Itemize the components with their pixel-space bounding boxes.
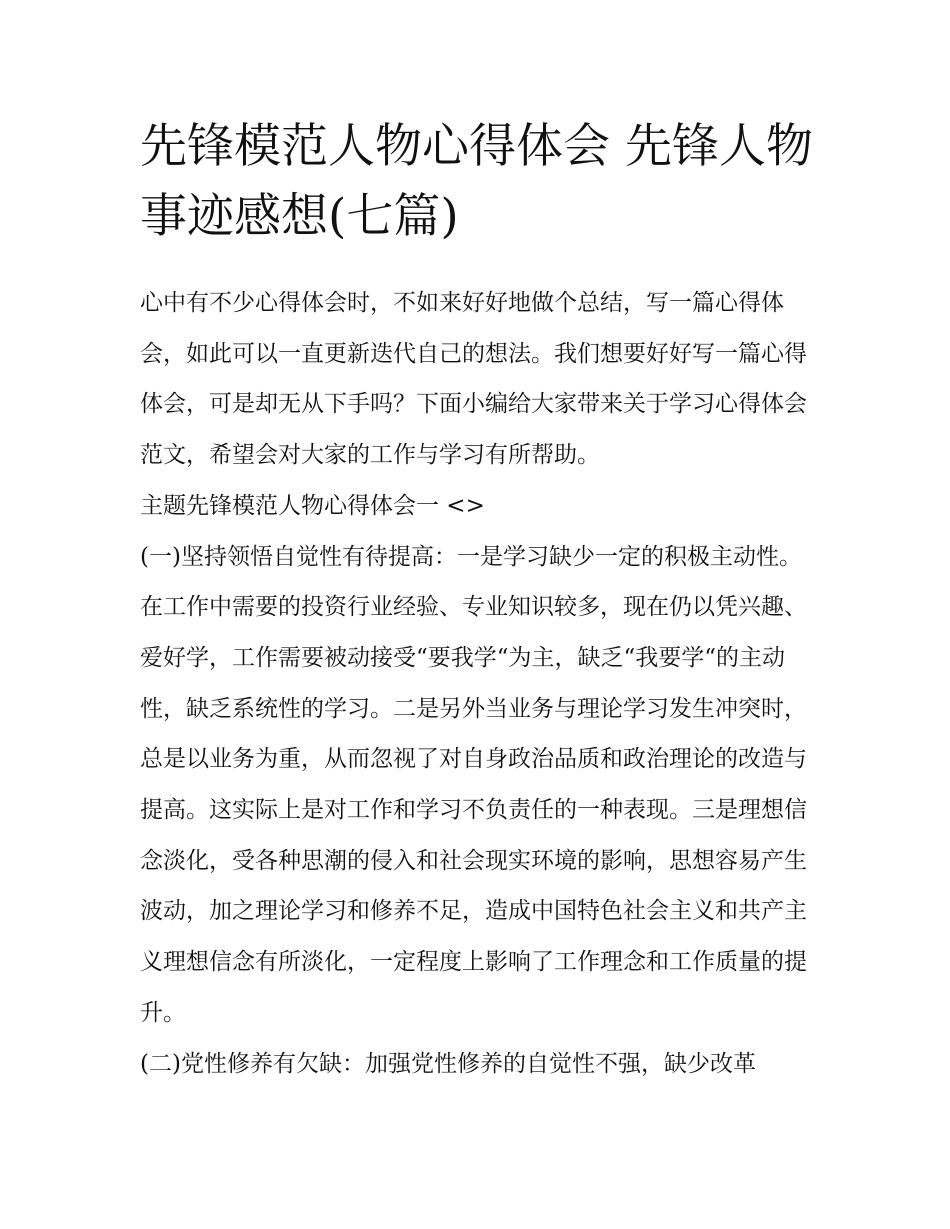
section-heading: 主题先锋模范人物心得体会一 <> bbox=[140, 492, 485, 519]
intro-paragraph: 心中有不少心得体会时，不如来好好地做个总结，写一篇心得体会，如此可以一直更新迭代自己的想法。我们想要好好写一篇心得体会，可是却无从下手吗？下面小编给大家带来关于学习心得体会范文，希望会对大家的工作与学习有所帮助。 bbox=[140, 290, 807, 469]
body-paragraph: (一)坚持领悟自觉性有待提高：一是学习缺少一定的积极主动性。在工作中需要的投资行业经验、专业知识较多，现在仍以凭兴趣、爱好学，工作需要被动接受“要我学“为主，缺乏“我要学“的主动性，缺乏系统性的学习。二是另外当业务与理论学习发生冲突时，总是以业务为重，从而忽视了对自身政治品质和政治理论的改造与提高。这实际上是对工作和学习不负责任的一种表现。三是理想信念淡化，受各种思潮的侵入和社会现实环境的影响，思想容易产生波动，加之理论学习和修养不足，造成中国特色社会主义和共产主义理想信念有所淡化，一定程度上影响了工作理念和工作质量的提升。 bbox=[140, 543, 807, 1026]
document-title: 先锋模范人物心得体会 先锋人物事迹感想(七篇) bbox=[140, 119, 813, 244]
document-body bbox=[140, 278, 820, 1089]
body-paragraph: (二)党性修养有欠缺：加强党性修养的自觉性不强，缺少改革 bbox=[140, 1050, 756, 1077]
